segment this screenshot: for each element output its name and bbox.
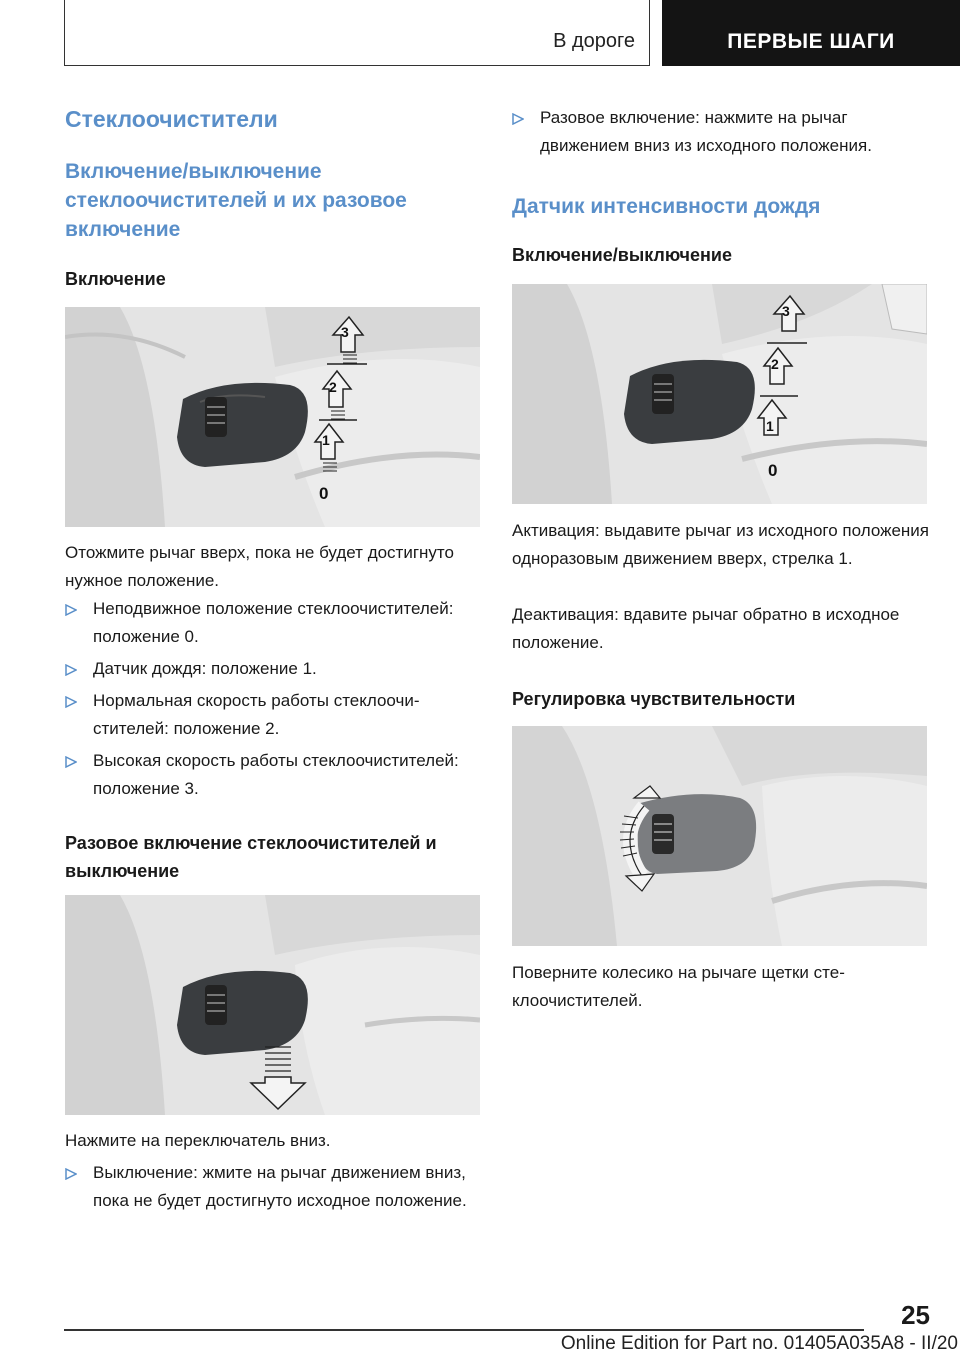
triangle-bullet-icon	[65, 1159, 79, 1187]
sensitivity-text: Поверните колесико на рычаге щетки стеклоочистителей.	[512, 963, 845, 1010]
bullet-position-3	[65, 747, 483, 803]
header-section: В дороге	[553, 30, 635, 52]
page-number: 25	[901, 1300, 930, 1330]
rain-label-1: 1	[766, 418, 774, 434]
bullet-text: Высокая скорость работы стеклоочистителей: положение 3.	[93, 751, 459, 798]
rain-sensor-subheading: Включение/выключение	[512, 245, 732, 265]
on-text: Отожмите рычаг вверх, пока не будет достигнуто нужное положение.	[65, 543, 454, 590]
lever-positions-image	[65, 307, 480, 527]
bullet-single-wipe	[512, 104, 930, 160]
bullet-text: Неподвижное положение стеклоочистителей: положение 0.	[93, 599, 454, 646]
section-title: Включение/выключение стеклоочистителей и их разовое включение	[65, 160, 407, 241]
single-wipe-heading: Разовое включение стеклоочистителей и выключение	[65, 833, 437, 881]
triangle-bullet-icon	[512, 104, 526, 132]
bullet-text: Нормальная скорость работы стеклоочистителей: положение 2.	[93, 691, 420, 738]
rain-label-3: 3	[782, 303, 790, 319]
bullet-text: Выключение: жмите на рычаг движением вниз, пока не будет достигнуто исходное положение.	[93, 1163, 467, 1210]
bullet-position-0	[65, 595, 483, 651]
lever-label-3: 3	[341, 324, 349, 340]
rain-sensor-title: Датчик интенсивности дождя	[512, 195, 821, 218]
rain-label-2: 2	[771, 356, 779, 372]
bullet-off	[65, 1159, 483, 1215]
bullet-text: Датчик дождя: положение 1.	[93, 659, 317, 678]
on-heading: Включение	[65, 269, 166, 289]
sensitivity-heading: Регулировка чувствительности	[512, 689, 796, 709]
lever-label-2: 2	[329, 379, 337, 395]
sensitivity-wheel-image	[512, 726, 927, 946]
triangle-bullet-icon	[65, 687, 79, 715]
footer-divider	[64, 1329, 864, 1331]
lever-label-1: 1	[322, 432, 330, 448]
triangle-bullet-icon	[65, 655, 79, 683]
rain-sensor-image	[512, 284, 927, 504]
triangle-bullet-icon	[65, 595, 79, 623]
lever-push-down-image	[65, 895, 480, 1115]
bullet-position-1	[65, 655, 483, 683]
header-chapter-box	[662, 0, 960, 66]
deactivation-text: Деактивация: вдавите рычаг обратно в исходное положение.	[512, 605, 900, 652]
lever-label-0: 0	[319, 484, 329, 503]
rain-label-0: 0	[768, 461, 778, 480]
bullet-position-2	[65, 687, 483, 743]
activation-text: Активация: выдавите рычаг из исходного положения одноразовым движением вверх, стрелка 1.	[512, 521, 930, 568]
triangle-bullet-icon	[65, 747, 79, 775]
footer-edition: Online Edition for Part no. 01405A035A8 - II/20	[560, 1333, 958, 1354]
bullet-text: Разовое включение: нажмите на рычаг движением вниз из исходного положения.	[540, 108, 872, 155]
single-wipe-text: Нажмите на переключатель вниз.	[65, 1131, 331, 1150]
page-title: Стеклоочистители	[65, 106, 278, 132]
header-chapter: ПЕРВЫЕ ШАГИ	[727, 30, 895, 53]
header-section-box	[64, 0, 650, 66]
